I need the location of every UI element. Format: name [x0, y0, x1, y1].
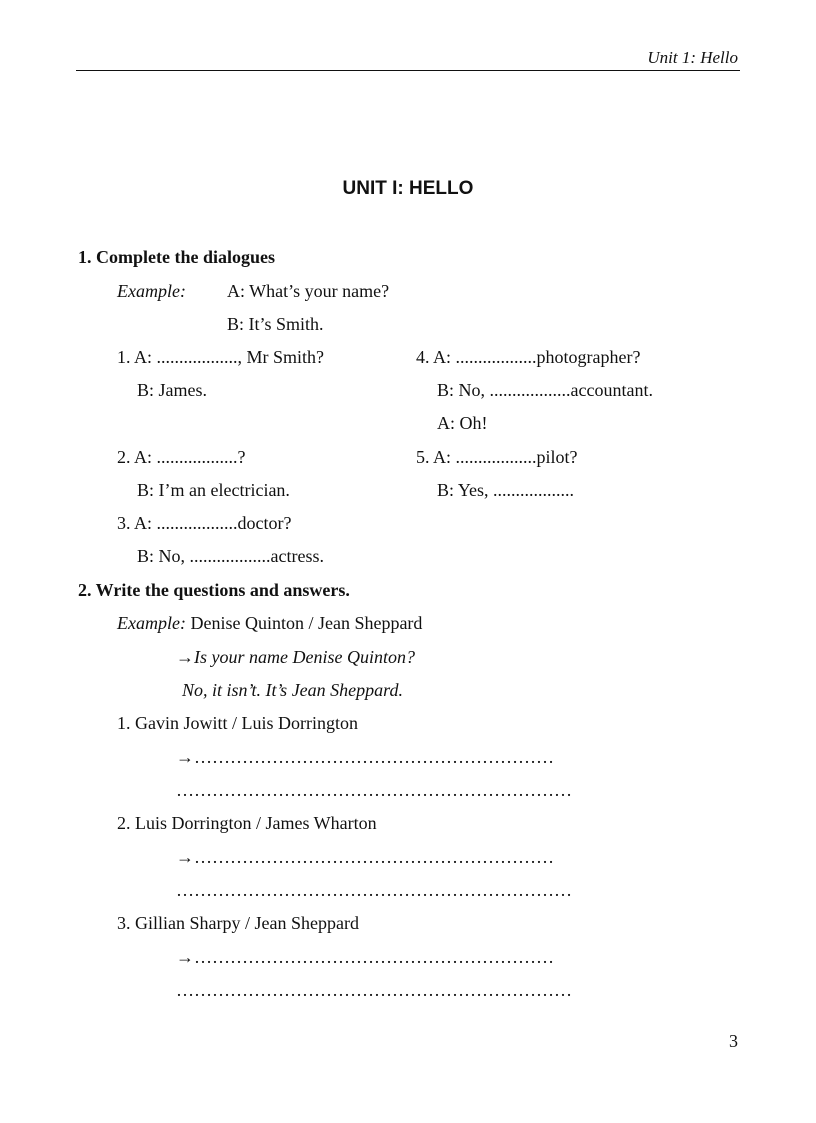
arrow-icon: →	[176, 747, 194, 767]
unit-title: UNIT I: HELLO	[342, 178, 474, 199]
section1-example-b: B: It’s Smith.	[227, 314, 324, 334]
dialogue-1-a: 1. A: .................., Mr Smith?	[117, 347, 325, 367]
header-rule	[76, 70, 740, 71]
running-header: Unit 1: Hello	[647, 48, 738, 67]
dialogue-5-a: 5. A: ..................pilot?	[416, 447, 578, 467]
arrow-icon: →	[176, 847, 194, 867]
arrow-icon: →	[176, 647, 194, 667]
dialogue-2-a: 2. A: ..................?	[117, 447, 246, 467]
section1-heading: 1. Complete the dialogues	[78, 247, 275, 267]
section1-example-label: Example:	[117, 281, 186, 301]
exercise-2-answer-line-2: …………………………………………………………	[176, 880, 572, 900]
dialogue-1-b: B: James.	[137, 380, 207, 400]
exercise-3-prompt: 3. Gillian Sharpy / Jean Sheppard	[117, 913, 359, 933]
dotted-line: ……………………………………………………	[194, 747, 554, 767]
exercise-3-answer-line-2: …………………………………………………………	[176, 980, 572, 1000]
section2-example-label: Example:	[117, 613, 186, 633]
exercise-1-answer-line-1	[176, 747, 554, 768]
section2-example-question-line	[176, 647, 415, 668]
dialogue-3-b: B: No, ..................actress.	[137, 546, 324, 566]
dotted-line: ……………………………………………………	[194, 947, 554, 967]
dialogue-5-b: B: Yes, ..................	[437, 480, 575, 500]
section2-example-names: Denise Quinton / Jean Sheppard	[190, 613, 423, 633]
section2-heading: 2. Write the questions and answers.	[78, 580, 350, 600]
section2-example-answer: No, it isn’t. It’s Jean Sheppard.	[182, 680, 403, 700]
exercise-3-answer-line-1	[176, 947, 554, 968]
dialogue-4-b: B: No, ..................accountant.	[437, 380, 653, 400]
section2-example-question: Is your name Denise Quinton?	[194, 647, 415, 667]
dotted-line: ……………………………………………………	[194, 847, 554, 867]
exercise-2-answer-line-1	[176, 847, 554, 868]
dialogue-2-b: B: I’m an electrician.	[137, 480, 290, 500]
dialogue-3-a: 3. A: ..................doctor?	[117, 513, 292, 533]
exercise-2-prompt: 2. Luis Dorrington / James Wharton	[117, 813, 377, 833]
exercise-1-answer-line-2: …………………………………………………………	[176, 780, 572, 800]
section1-example-a: A: What’s your name?	[227, 281, 390, 301]
dialogue-4-c: A: Oh!	[437, 413, 488, 433]
section2-example	[117, 613, 422, 634]
page-number: 3	[729, 1031, 738, 1051]
dialogue-4-a: 4. A: ..................photographer?	[416, 347, 641, 367]
exercise-1-prompt: 1. Gavin Jowitt / Luis Dorrington	[117, 713, 358, 733]
arrow-icon: →	[176, 947, 194, 967]
